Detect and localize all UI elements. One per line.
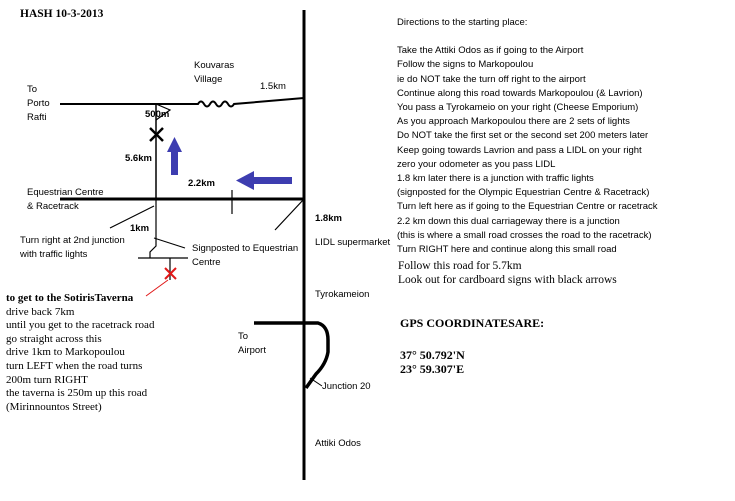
directions-line: 1.8 km later there is a junction with traffic lights [397,173,594,185]
label-junction-20: Junction 20 [322,381,371,392]
label-racetrack: & Racetrack [27,201,79,212]
directions-line: (this is where a small road crosses the road to the racetrack) [397,229,652,241]
directions-heading: Directions to the starting place: [397,17,528,28]
taverna-line: turn LEFT when the road turns [6,359,143,372]
label-porto: Porto [27,98,50,109]
label-traffic-lights: with traffic lights [20,249,88,260]
arrow-up-icon [167,137,182,175]
label-attiki-odos: Attiki Odos [315,438,361,449]
label-lidl: LIDL supermarket [315,237,391,248]
taverna-line: drive back 7km [6,305,75,318]
label-dist-1-5km: 1.5km [260,81,286,92]
label-to-airport-2: Airport [238,345,266,356]
directions-line: Take the Attiki Odos as if going to the Airport [397,45,584,57]
directions-line: Continue along this road towards Markopoulou (& Lavrion) [397,87,643,99]
taverna-line: (Mirinnountos Street) [6,400,102,413]
label-turn-right: Turn right at 2nd junction [20,235,125,246]
follow-block [398,259,617,287]
arrow-left-icon [236,171,292,190]
label-kouvaras: Kouvaras [194,60,235,71]
taverna-line: the taverna is 250m up this road [6,387,148,400]
label-dist-500m: 500m [145,109,170,120]
gps-heading: GPS COORDINATESARE: [400,316,545,330]
directions-line: zero your odometer as you pass LIDL [397,158,556,170]
label-signposted: Signposted to Equestrian [192,243,299,254]
map-title: HASH 10-3-2013 [20,8,104,20]
junction-tick-3 [275,199,304,230]
label-dist-2-2km: 2.2km [188,178,215,189]
label-dist-5-6km: 5.6km [125,153,152,164]
directions-line: ie do NOT take the turn off right to the airport [397,73,586,85]
directions-line: (signposted for the Olympic Equestrian Centre & Racetrack) [397,187,650,199]
taverna-line: drive 1km to Markopoulou [6,346,125,359]
label-dist-1-8km: 1.8km [315,213,342,224]
directions-line: You pass a Tyrokameio on your right (Cheese Emporium) [397,102,639,114]
label-rafti: Rafti [27,112,47,123]
directions-line: As you approach Markopoulou there are 2 sets of lights [397,116,630,128]
directions-line: Follow the signs to Markopoulou [397,59,534,71]
label-tyrokameion: Tyrokameion [315,289,370,300]
label-equestrian: Equestrian Centre [27,187,104,198]
taverna-heading: to get to the SotirisTaverna [6,292,134,304]
directions-line: 2.2 km down this dual carriageway there is a junction [397,215,620,227]
directions-line: Turn RIGHT here and continue along this small road [397,244,617,256]
taverna-line: until you get to the racetrack road [6,319,155,332]
signpost-leader [154,238,185,248]
follow-line: Follow this road for 5.7km [398,260,522,272]
taverna-block [6,292,154,414]
label-to-airport-1: To [238,331,249,342]
label-to: To [27,84,38,95]
taverna-line: 200m turn RIGHT [6,373,88,386]
directions-line: Turn left here as if going to the Equestrian Centre or racetrack [397,201,658,213]
follow-line: Look out for cardboard signs with black arrows [398,274,617,286]
taverna-line: go straight across this [6,332,102,345]
label-dist-1km: 1km [130,223,150,234]
porto-rafti-road [60,98,304,107]
directions-line: Do NOT take the first set or the second set 200 meters later [397,130,649,142]
directions-line: Keep going towards Lavrion and pass a LIDL on your right [397,144,642,156]
gps-lat: 37° 50.792'N [400,348,465,362]
directions-block [397,16,658,257]
label-centre: Centre [192,257,221,268]
label-village: Village [194,74,223,85]
gps-lon: 23° 59.307'E [400,362,465,376]
